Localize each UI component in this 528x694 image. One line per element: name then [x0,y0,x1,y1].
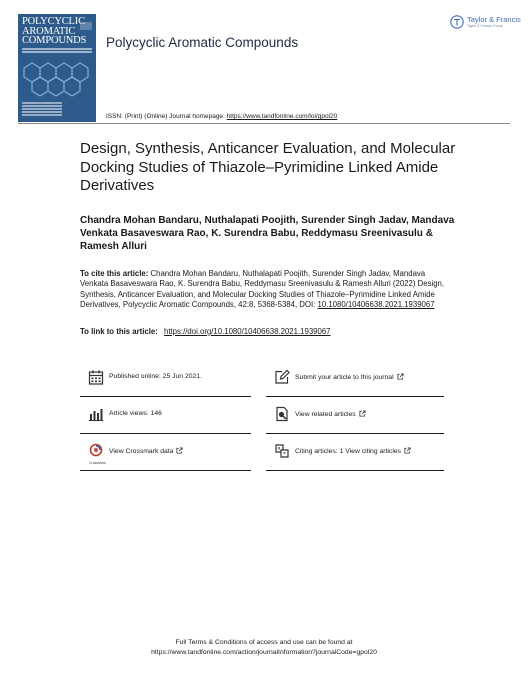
cover-tag [80,22,92,30]
article-doi-url[interactable]: https://doi.org/10.1080/10406638.2021.1939067 [164,327,331,336]
crossmark-link[interactable] [109,447,183,455]
submit-article-label: Submit your article to this journal [295,374,394,381]
bar-chart-icon [88,406,104,422]
crossmark-icon-label: CrossMark [89,461,106,465]
article-views: Article views: 146 [109,410,162,417]
cover-bottom-lines [22,102,62,117]
citing-articles-icon [274,443,290,459]
terms-footer [0,638,528,657]
issn-line [106,113,337,120]
external-link-icon [397,373,404,380]
cite-label: To cite this article: [80,269,149,278]
external-link-icon [359,410,366,417]
doi-link[interactable]: 10.1080/10406638.2021.1939067 [317,299,435,309]
submit-article-cell[interactable] [266,360,444,397]
related-articles-link[interactable] [295,410,366,418]
cite-text: Chandra Mohan Bandaru, Nuthalapati Poojith, Surender Singh Jadav, Mandava Venkata Basaveswara Rao, K. Surendra Babu, Reddymasu Sreenivasulu & Ramesh Alluri (2022) Design, Synthesis, Anticancer Evaluation, and Molecular Docking Studies of Thiazole–Pyrimidine Linked Amide Derivatives, Polycyclic Aromatic Compounds, 42:8, 5368-5384, DOI: [80,269,445,309]
cover-title: POLYCYCLIC AROMATIC COMPOUNDS [22,16,87,46]
journal-homepage-link[interactable]: https://www.tandfonline.com/loi/gpol20 [226,113,338,120]
header-divider [18,123,510,124]
publisher-logo-icon [450,15,464,29]
calendar-icon [88,369,104,385]
related-articles-label: View related articles [295,411,356,418]
hexagon-pattern-icon [18,56,96,98]
related-articles-cell[interactable] [266,397,444,434]
issn-text: ISSN: (Print) (Online) Journal homepage: [106,113,225,120]
publisher-tagline: Taylor & Francis Group [467,24,503,28]
citation-block [80,269,450,310]
citing-articles-cell[interactable] [266,434,444,471]
crossmark-cell[interactable] [80,434,251,471]
link-label: To link to this article: [80,327,158,336]
crossmark-label: View Crossmark data [109,448,174,455]
journal-name: Polycyclic Aromatic Compounds [106,35,299,50]
article-metadata-grid [80,360,444,472]
external-link-icon [176,447,183,454]
article-authors: Chandra Mohan Bandaru, Nuthalapati Poojith, Surender Singh Jadav, Mandava Venkata Basaveswara Rao, K. Surendra Babu, Reddymasu Sreenivasulu & Ramesh Alluri [80,215,455,252]
crossmark-icon [88,443,104,459]
search-document-icon [274,406,290,422]
article-title: Design, Synthesis, Anticancer Evaluation, and Molecular Docking Studies of Thiazole–Pyrimidine Linked Amide Derivatives [80,140,456,194]
edit-icon [274,369,290,385]
published-online-cell [80,360,251,397]
article-link-line [80,327,331,336]
article-views-cell [80,397,251,434]
external-link-icon [404,447,411,454]
footer-terms-link[interactable]: https://www.tandfonline.com/action/journalInformation?journalCode=gpol20 [151,648,377,656]
citing-articles-link[interactable] [295,447,411,455]
footer-terms-text: Full Terms & Conditions of access and use can be found at [175,639,353,646]
publisher-logo[interactable] [450,14,525,34]
cover-subtitle-lines [22,48,92,54]
citing-articles-label: Citing articles: 1 View citing articles [295,448,402,455]
publisher-name: Taylor & Francis [467,15,521,24]
published-online-date: Published online: 25 Jun 2021. [109,373,202,380]
journal-cover-image [18,14,96,122]
submit-article-link[interactable] [295,373,404,381]
